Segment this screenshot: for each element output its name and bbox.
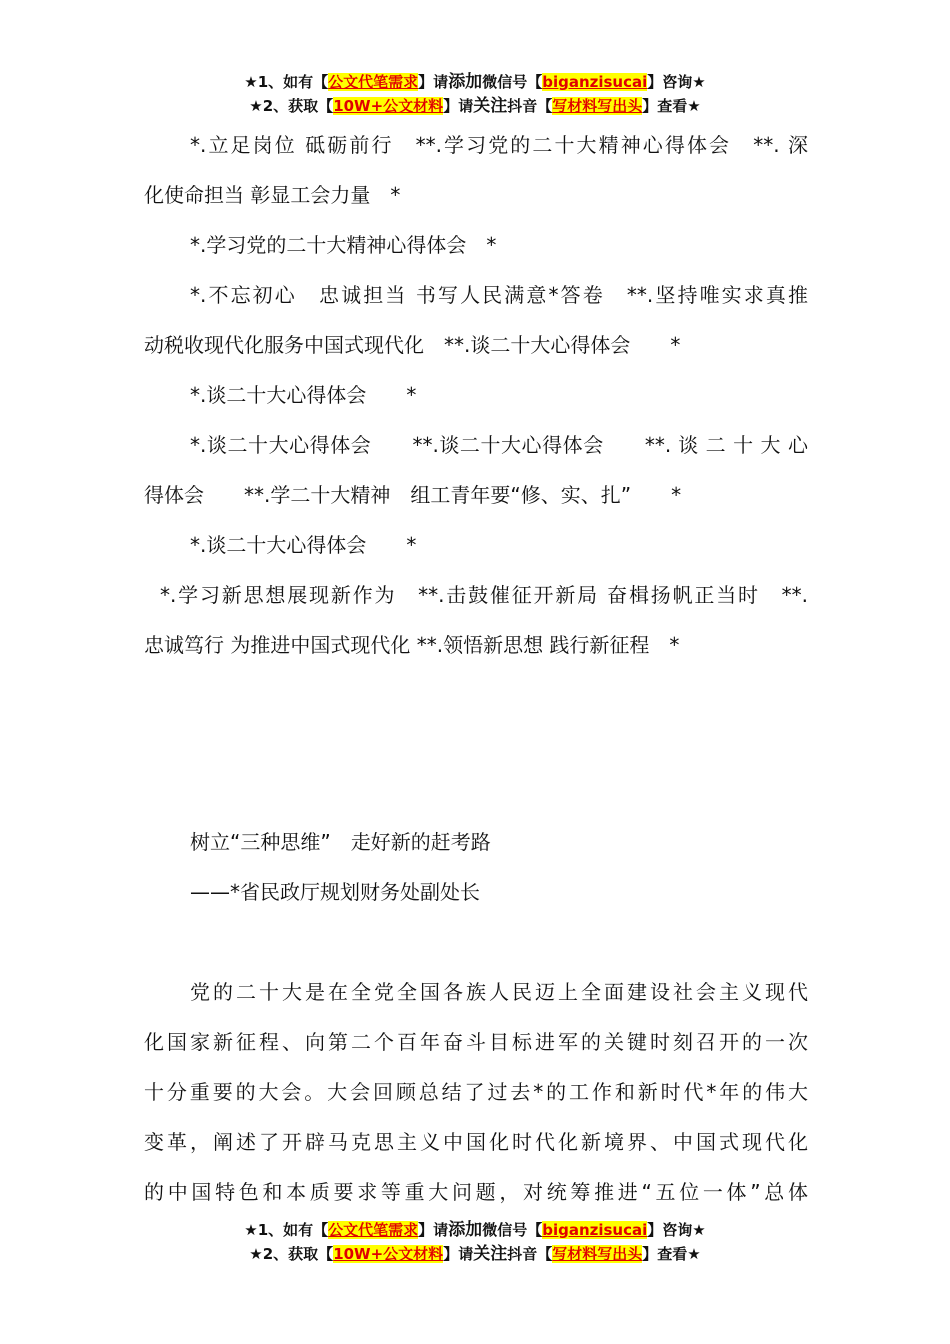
toc-line: *.学习党的二十大精神心得体会 *	[190, 233, 497, 257]
article-header	[144, 817, 808, 917]
article-author: ——*省民政厅规划财务处副处长	[190, 880, 480, 904]
highlight-service: 公文代笔需求	[328, 1221, 419, 1239]
toc-line: *.谈二十大心得体会 *	[190, 533, 417, 557]
toc-line: 得体会 **.学二十大精神 组工青年要“修、实、扎” *	[144, 483, 682, 507]
paragraph-line: 的中国特色和本质要求等重大问题，对统筹推进“五位一体”总体	[144, 1180, 808, 1204]
article-body	[144, 967, 808, 1217]
highlight-wechat-id: biganzisucai	[542, 73, 648, 91]
toc-line: 化使命担当 彰显工会力量 *	[144, 183, 401, 207]
toc-line: *.谈二十大心得体会 **.谈二十大心得体会 **. 谈 二 十 大 心	[190, 433, 808, 457]
paragraph-line: 党的二十大是在全党全国各族人民迈上全面建设社会主义现代	[190, 980, 808, 1004]
highlight-materials: 10W+公文材料	[333, 97, 444, 115]
toc-line: *.立足岗位 砥砺前行 **.学习党的二十大精神心得体会 **. 深	[190, 133, 808, 157]
banner-line-1: ★1、如有【公文代笔需求】请添加微信号【biganzisucai】咨询★	[244, 72, 706, 92]
highlight-wechat-id: biganzisucai	[542, 1221, 648, 1239]
banner-line-1: ★1、如有【公文代笔需求】请添加微信号【biganzisucai】咨询★	[244, 1220, 706, 1240]
article-title: 树立“三种思维” 走好新的赶考路	[190, 830, 491, 854]
paragraph-line: 化国家新征程、向第二个百年奋斗目标进军的关键时刻召开的一次	[144, 1030, 808, 1054]
footer-banner	[0, 1218, 950, 1266]
highlight-douyin-id: 写材料写出头	[552, 1245, 643, 1263]
banner-line-2: ★2、获取【10W+公文材料】请关注抖音【写材料写出头】查看★	[249, 1244, 701, 1264]
highlight-materials: 10W+公文材料	[333, 1245, 444, 1263]
paragraph-line: 变革，阐述了开辟马克思主义中国化时代化新境界、中国式现代化	[144, 1130, 808, 1154]
toc-line: *.谈二十大心得体会 *	[190, 383, 417, 407]
header-banner	[0, 70, 950, 118]
toc-line: 忠诚笃行 为推进中国式现代化 **.领悟新思想 践行新征程 *	[144, 633, 680, 657]
banner-line-2: ★2、获取【10W+公文材料】请关注抖音【写材料写出头】查看★	[249, 96, 701, 116]
toc-line: *.不忘初心 忠诚担当 书写人民满意*答卷 **.坚持唯实求真推	[190, 283, 808, 307]
highlight-service: 公文代笔需求	[328, 73, 419, 91]
toc-block	[144, 120, 808, 670]
highlight-douyin-id: 写材料写出头	[552, 97, 643, 115]
toc-line: *.学习新思想展现新作为 **.击鼓催征开新局 奋楫扬帆正当时 **.	[160, 583, 808, 607]
toc-line: 动税收现代化服务中国式现代化 **.谈二十大心得体会 *	[144, 333, 681, 357]
paragraph-line: 十分重要的大会。大会回顾总结了过去*的工作和新时代*年的伟大	[144, 1080, 808, 1104]
